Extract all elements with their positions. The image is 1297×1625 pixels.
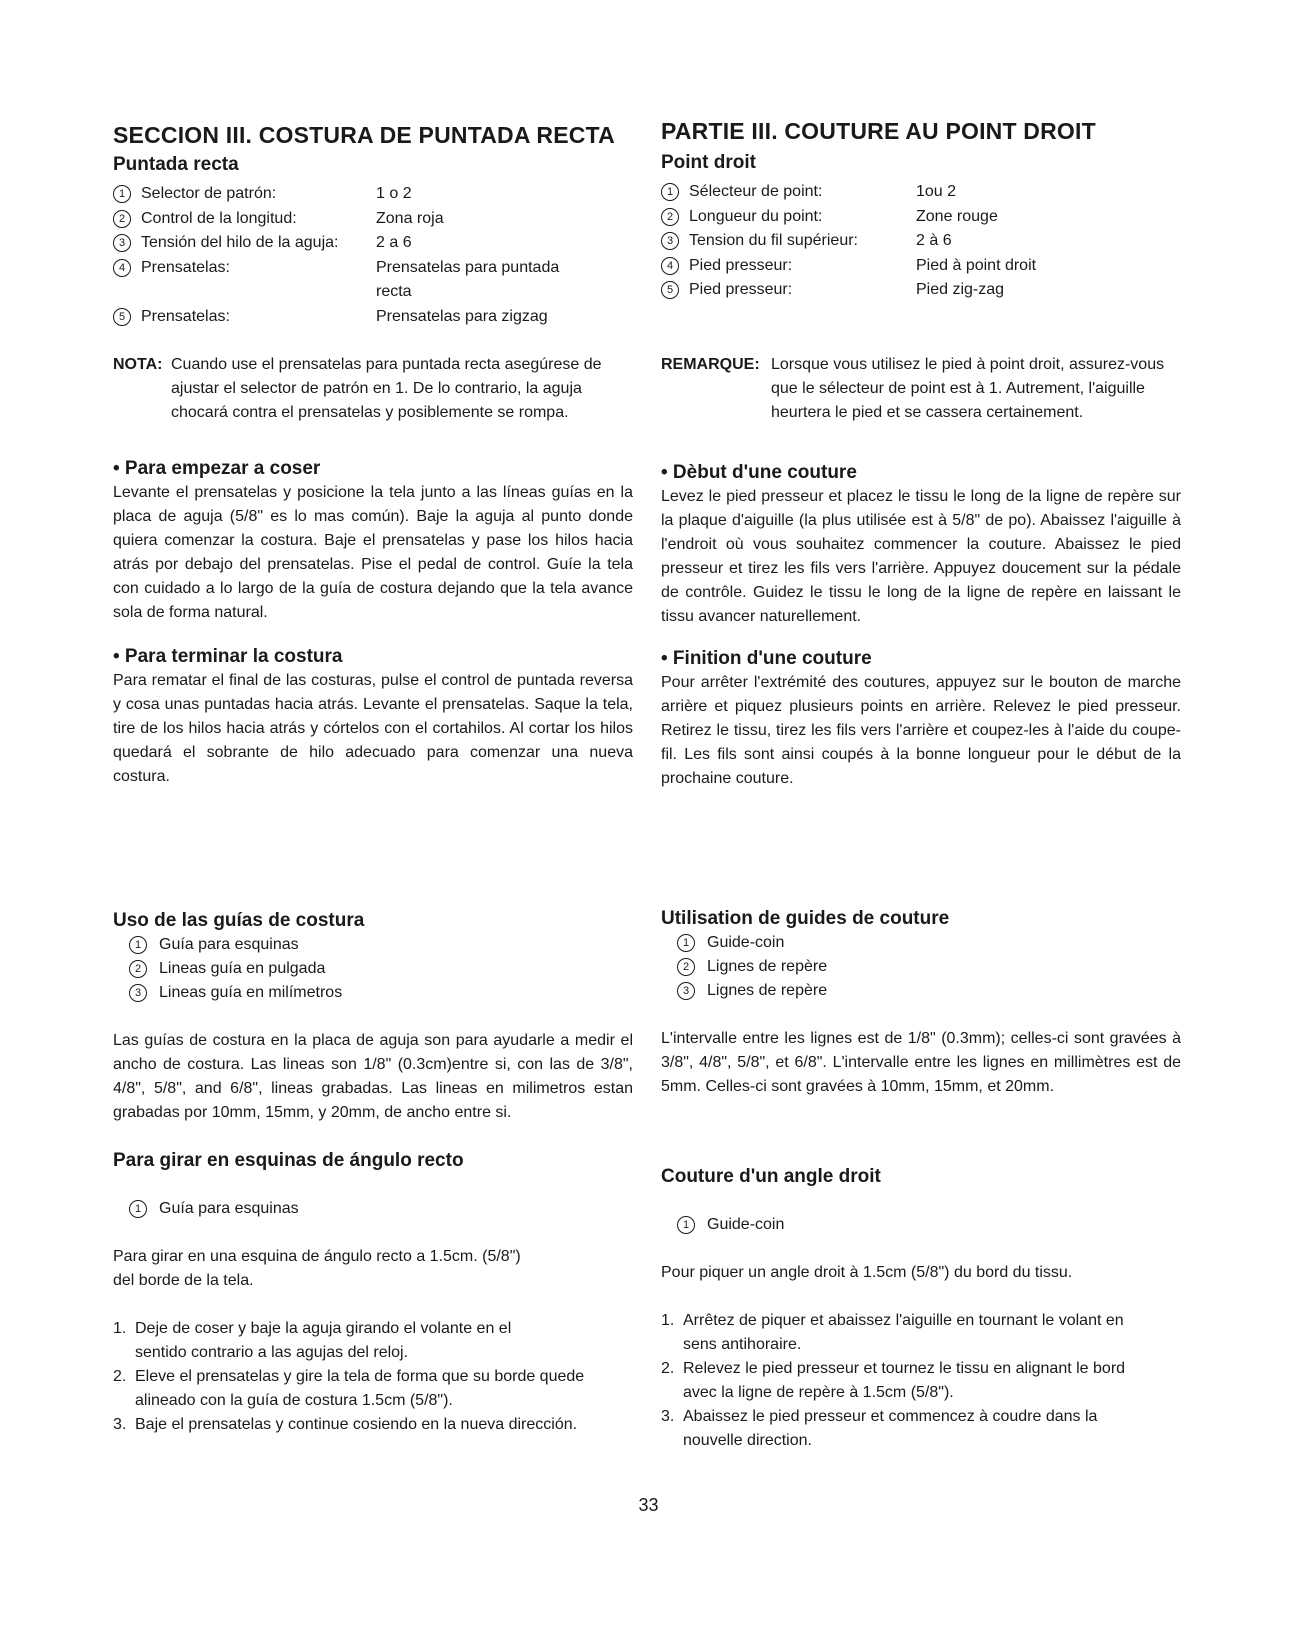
settings-item: [661, 229, 1181, 254]
step-text: Baje el prensatelas y continue cosiendo en la nueva dirección.: [135, 1416, 578, 1433]
step-text: Relevez le pied presseur et tournez le tissu en alignant le bord avec la ligne de repère à 1.5cm (5/8").: [683, 1359, 1126, 1401]
guide-label: Guide-coin: [707, 1215, 785, 1233]
step-number: 3.: [113, 1416, 127, 1433]
settings-item: [661, 205, 1181, 230]
setting-label: Selector de patrón:: [141, 185, 277, 202]
note-block: [661, 353, 1181, 425]
note-label: REMARQUE:: [661, 355, 760, 373]
setting-label: Pied presseur:: [689, 256, 793, 274]
step-number: 2.: [113, 1368, 127, 1385]
step-item: [661, 1405, 1181, 1453]
setting-label: Prensatelas:: [141, 258, 230, 276]
guide-label: Guía para esquinas: [159, 1200, 299, 1217]
start-sewing-text: Levez le pied presseur et placez le tissu le long de la ligne de repère sur la plaque d'aiguille (la plus utilisée est à 5/8" de po). Abaissez l'aiguille à l'endroit où vous souhaitez commencer la couture. Abaissez le pied presseur et tirez les fils vers l'arrière. Appuyez doucement sur la pédale de contrôle. Guidez le tissu le long de la ligne de repère en laissant le tissu avancer naturellement.: [661, 487, 1181, 625]
setting-label: Longueur du point:: [689, 207, 823, 225]
corner-list: [129, 1197, 633, 1221]
corner-list: [677, 1213, 1181, 1237]
spanish-column: [113, 0, 633, 1437]
number-badge: 1: [677, 934, 695, 952]
corner-steps: [661, 1309, 1181, 1453]
seam-guides-list: [129, 933, 633, 1005]
step-item: [113, 1365, 633, 1413]
guide-item: [677, 979, 1181, 1003]
guide-label: Guía para esquinas: [159, 936, 299, 953]
settings-item: [113, 256, 633, 305]
subsection-title: Puntada recta: [113, 154, 239, 175]
settings-item: [661, 254, 1181, 279]
step-number: 3.: [661, 1407, 675, 1425]
guide-label: Lineas guía en pulgada: [159, 960, 326, 977]
setting-label: Sélecteur de point:: [689, 183, 823, 200]
step-text: Abaissez le pied presseur et commencez à coudre dans la nouvelle direction.: [683, 1407, 1098, 1449]
guide-item: [677, 931, 1181, 955]
number-badge: 4: [113, 259, 131, 277]
step-text: Eleve el prensatelas y gire la tela de forma que su borde quede alineado con la guía de costura 1.5cm (5/8").: [135, 1368, 585, 1409]
finish-seam-heading: • Finition d'une couture: [661, 647, 872, 669]
setting-value: Prensatelas para zigzag: [376, 307, 548, 325]
note-text: Cuando use el prensatelas para puntada recta asegúrese de ajustar el selector de patrón en 1. De lo contrario, la aguja chocará contra el prensatelas y posiblemente se rompa.: [171, 356, 602, 421]
number-badge: 2: [113, 210, 131, 228]
number-badge: 1: [113, 185, 131, 203]
seam-guides-text: L'intervalle entre les lignes est de 1/8" (0.3mm); celles-ci sont gravées à 3/8", 4/8", 5/8", et 6/8". L'intervalle entre les lignes en millimètres est de 5mm. Celles-ci sont gravées à 10mm, 15mm, et 20mm.: [661, 1029, 1181, 1095]
step-item: [661, 1309, 1181, 1357]
setting-value: 2 à 6: [916, 232, 952, 249]
settings-list: [661, 180, 1181, 303]
step-text: Arrêtez de piquer et abaissez l'aiguille en tournant le volant en sens antihoraire.: [683, 1311, 1124, 1353]
settings-item: [661, 278, 1181, 303]
step-number: 2.: [661, 1359, 675, 1377]
seam-guides-heading: Utilisation de guides de couture: [661, 907, 950, 929]
setting-value: Pied zig-zag: [916, 281, 1005, 298]
setting-value: Pied à point droit: [916, 256, 1037, 274]
settings-item: [113, 231, 633, 256]
number-badge: 3: [677, 982, 695, 1000]
setting-label: Prensatelas:: [141, 307, 230, 325]
french-column: [661, 0, 1181, 1453]
finish-seam-text: Para rematar el final de las costuras, pulse el control de puntada reversa y cosa unas puntadas hacia atrás. Levante el prensatelas. Saque la tela, tire de los hilos hacia atrás y córtelos con el cortahilos. Al cortar los hilos quedará el sobrante de hilo adecuado para comenzar una nueva costura.: [113, 672, 633, 785]
settings-item: [661, 180, 1181, 205]
page-number: 33: [638, 1495, 659, 1515]
step-item: [113, 1317, 633, 1365]
start-sewing-heading: • Para empezar a coser: [113, 458, 321, 479]
setting-value: 2 a 6: [376, 234, 412, 251]
step-text: Deje de coser y baje la aguja girando el volante en el sentido contrario a las agujas del reloj.: [135, 1320, 512, 1361]
setting-value: 1ou 2: [916, 183, 957, 200]
setting-label: Control de la longitud:: [141, 209, 297, 227]
number-badge: 4: [661, 257, 679, 275]
guide-item: [129, 1197, 633, 1221]
corner-text: Para girar en una esquina de ángulo recto a 1.5cm. (5/8") del borde de la tela.: [113, 1248, 521, 1289]
subsection-title: Point droit: [661, 152, 756, 173]
number-badge: 5: [113, 308, 131, 326]
corner-steps: [113, 1317, 633, 1437]
step-number: 1.: [661, 1311, 675, 1329]
number-badge: 1: [129, 1200, 147, 1218]
settings-list: [113, 182, 633, 329]
settings-item: [113, 207, 633, 232]
setting-label: Tension du fil supérieur:: [689, 232, 858, 249]
number-badge: 2: [129, 960, 147, 978]
settings-item: [113, 182, 633, 207]
number-badge: 3: [661, 232, 679, 250]
finish-seam-heading: • Para terminar la costura: [113, 646, 343, 667]
guide-item: [677, 955, 1181, 979]
start-sewing-heading: • Dèbut d'une couture: [661, 461, 857, 483]
note-block: [113, 353, 633, 425]
section-title: PARTIE III. COUTURE AU POINT DROIT: [661, 118, 1096, 144]
number-badge: 1: [677, 1216, 695, 1234]
number-badge: 3: [129, 984, 147, 1002]
seam-guides-heading: Uso de las guías de costura: [113, 910, 365, 931]
guide-label: Guide-coin: [707, 933, 785, 951]
guide-item: [129, 957, 633, 981]
step-number: 1.: [113, 1320, 127, 1337]
guide-item: [129, 933, 633, 957]
guide-label: Lignes de repère: [707, 981, 828, 999]
number-badge: 1: [129, 936, 147, 954]
setting-value: Zone rouge: [916, 207, 998, 225]
number-badge: 1: [661, 183, 679, 201]
corner-heading: Couture d'un angle droit: [661, 1165, 881, 1187]
number-badge: 3: [113, 234, 131, 252]
setting-label: Tensión del hilo de la aguja:: [141, 234, 339, 251]
corner-text: Pour piquer un angle droit à 1.5cm (5/8") du bord du tissu.: [661, 1263, 1073, 1281]
setting-value: Prensatelas para puntada recta: [376, 258, 560, 300]
settings-item: [113, 305, 633, 330]
guide-item: [677, 1213, 1181, 1237]
setting-label: Pied presseur:: [689, 281, 793, 298]
seam-guides-text: Las guías de costura en la placa de aguja son para ayudarle a medir el ancho de costura. Las lineas son 1/8" (0.3cm)entre si, con las de 3/8", 4/8", 5/8", and 6/8", lineas grabadas. Las lineas en milimetros estan grabadas por 10mm, 15mm, y 20mm, de ancho entre si.: [113, 1032, 633, 1121]
number-badge: 5: [661, 281, 679, 299]
number-badge: 2: [661, 208, 679, 226]
step-item: [113, 1413, 633, 1437]
setting-value: 1 o 2: [376, 185, 412, 202]
guide-label: Lineas guía en milímetros: [159, 984, 343, 1001]
guide-item: [129, 981, 633, 1005]
note-label: NOTA:: [113, 356, 163, 373]
setting-value: Zona roja: [376, 209, 444, 227]
guide-label: Lignes de repère: [707, 957, 828, 975]
number-badge: 2: [677, 958, 695, 976]
section-title: SECCION III. COSTURA DE PUNTADA RECTA: [113, 122, 615, 148]
seam-guides-list: [677, 931, 1181, 1003]
step-item: [661, 1357, 1181, 1405]
corner-heading: Para girar en esquinas de ángulo recto: [113, 1150, 464, 1171]
start-sewing-text: Levante el prensatelas y posicione la tela junto a las líneas guías en la placa de aguja (5/8" es lo mas común). Baje la aguja al punto donde quiera comenzar la costura. Baje el prensatelas y pase los hilos hacia atrás por debajo del prensatelas. Pise el pedal de control. Guíe la tela con cuidado a lo largo de la guía de costura dejando que la tela avance sola de forma natural.: [113, 484, 633, 621]
finish-seam-text: Pour arrêter l'extrémité des coutures, appuyez sur le bouton de marche arrière et piquez plusieurs points en arrière. Relevez le pied presseur. Retirez le tissu, tirez les fils vers l'arrière et coupez-les à l'aide du coupe-fil. Les fils sont ainsi coupés à la bonne longueur pour le début de la prochaine couture.: [661, 673, 1181, 787]
note-text: Lorsque vous utilisez le pied à point droit, assurez-vous que le sélecteur de point est à 1. Autrement, l'aiguille heurtera le pied et se cassera certainement.: [771, 355, 1165, 421]
